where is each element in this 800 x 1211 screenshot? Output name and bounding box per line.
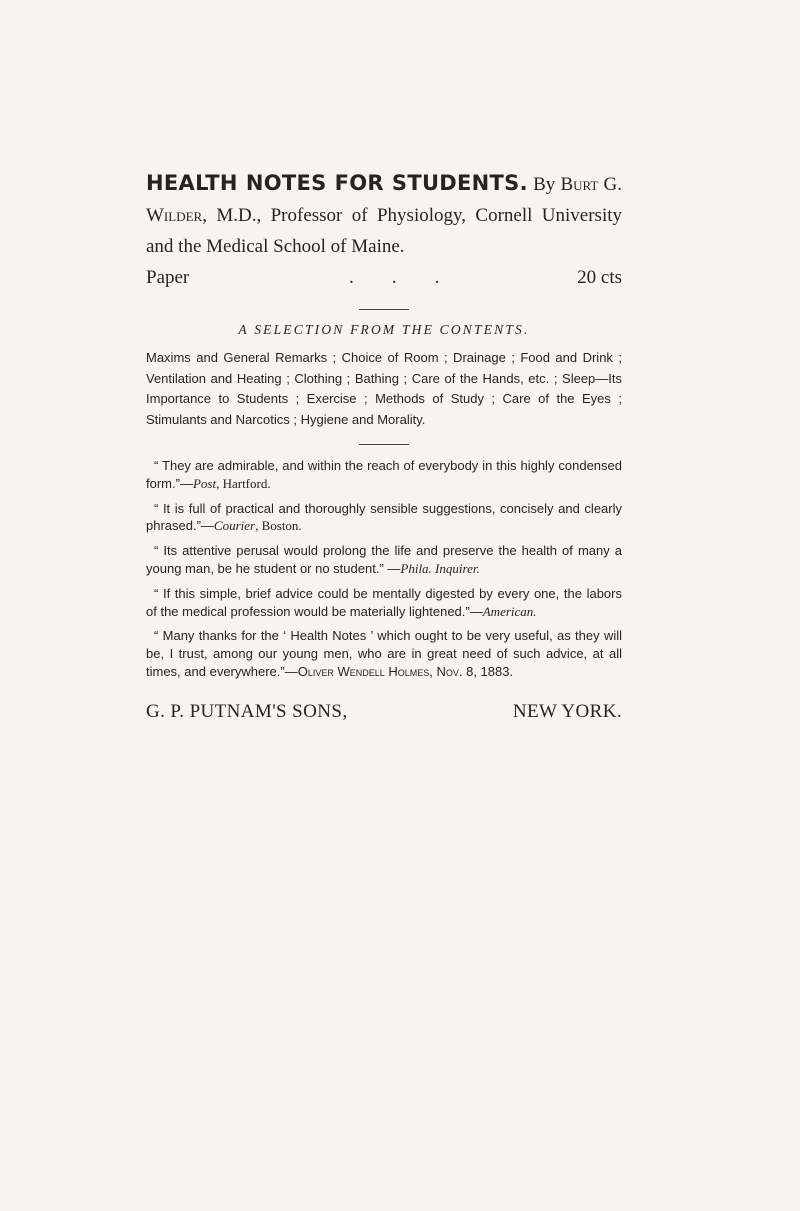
author-name: Burt G. Wilder, M.D.,: [146, 174, 622, 226]
review-quote: “ Many thanks for the ‘ Health Notes ’ which ought to be very useful, as they will be, I trust, among our young men, who are in great need of such advice, at all times, and everywhere.”—: [146, 628, 622, 679]
publisher-line: [146, 701, 622, 723]
review-item: [146, 627, 622, 680]
reviews: [146, 457, 622, 681]
contents-heading: A SELECTION FROM THE CONTENTS.: [238, 322, 530, 337]
review-source: American.: [482, 603, 537, 619]
review-quote: “ If this simple, brief advice could be mentally digested by every one, the labors of the medical profession would be materially lightened.”—: [146, 585, 622, 619]
divider: [359, 309, 409, 310]
price-line: [146, 262, 622, 293]
review-place: , Boston.: [255, 518, 302, 534]
review-quote: “ Its attentive perusal would prolong the life and preserve the health of many a young man, be he student or no student.” —: [146, 543, 622, 576]
review-source: Courier: [213, 518, 256, 534]
review-item: [146, 500, 622, 536]
title-block: [146, 168, 622, 293]
book-title: HEALTH NOTES FOR STUDENTS.: [146, 171, 528, 195]
publisher-name: G. P. PUTNAM'S SONS,: [146, 700, 348, 722]
review-source: Post: [192, 475, 217, 491]
review-item: [146, 457, 622, 493]
divider: [359, 444, 409, 445]
review-quote: “ They are admirable, and within the reach of everybody in this highly condensed form.”—: [146, 458, 622, 491]
advertisement-page: [146, 168, 622, 723]
author-description: Professor of Physiology, Cornell University and the Medical School of Maine.: [146, 205, 622, 257]
review-attribution: Oliver Wendell Holmes, Nov. 8, 1883.: [297, 663, 514, 679]
publisher-city: NEW YORK.: [512, 700, 622, 722]
review-quote: “ It is full of practical and thoroughly sensible suggestions, concisely and clearly phrased.”—: [146, 500, 622, 534]
review-place: , Hartford.: [216, 475, 271, 491]
price: 20 cts: [577, 267, 622, 288]
format-label: Paper: [146, 267, 190, 288]
review-source: Phila. Inquirer.: [400, 560, 480, 576]
leader-dots: ...: [349, 267, 478, 288]
review-item: [146, 542, 622, 578]
contents-text: Maxims and General Remarks ; Choice of Room ; Drainage ; Food and Drink ; Ventilation and Heating ; Clothing ; Bathing ; Care of the Hands, etc. ; Sleep—Its Importance to Students ; Exercise ; Methods of Study ; Care of the Eyes ; Stimulants and Narcotics ; Hygiene and Morality.: [146, 350, 622, 427]
review-item: [146, 585, 622, 621]
by-label: By: [533, 174, 556, 195]
